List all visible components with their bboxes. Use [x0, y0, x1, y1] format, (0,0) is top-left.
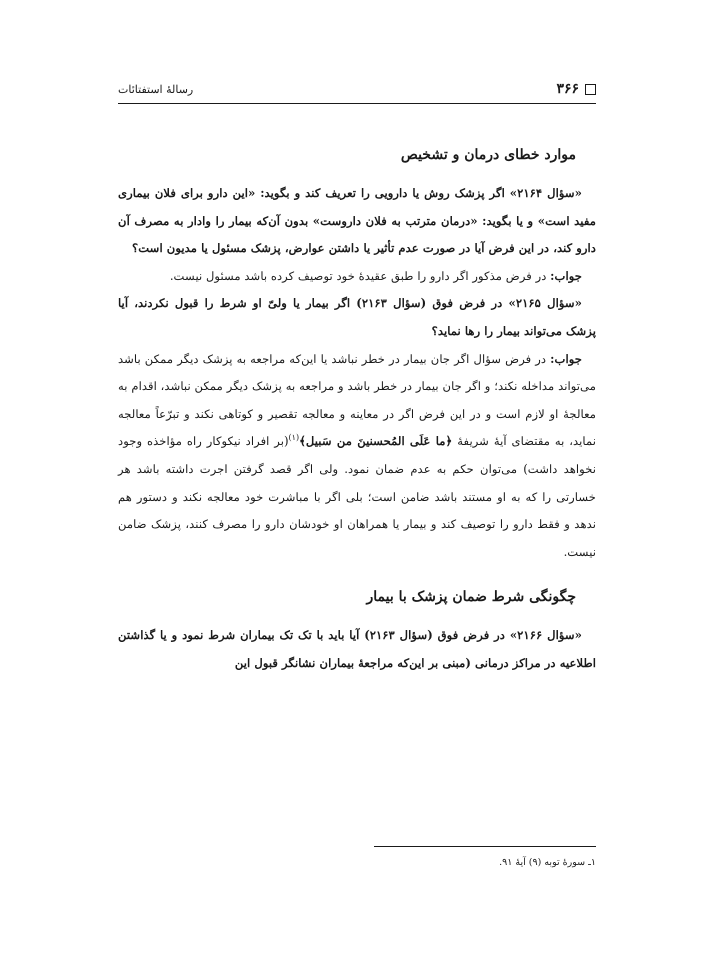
- question-paragraph: [118, 622, 596, 677]
- question-text: در فرض فوق (سؤال ۲۱۶۳) آیا باید با تک تک بیماران شرط نمود و یا گذاشتن اطلاعیه در مراکز درمانی (مبنی بر این‌که مراجعۀ بیماران نشانگر قبول این: [118, 628, 596, 670]
- header-divider: [118, 103, 596, 104]
- question-text: در فرض فوق (سؤال ۲۱۶۳) اگر بیمار یا ولیّ او شرط را قبول نکردند، آیا پزشک می‌تواند بیمار را رها نماید؟: [118, 296, 596, 338]
- running-title: رسالۀ استفتائات: [118, 82, 194, 96]
- answer-text: در فرض سؤال اگر جان بیمار در خطر نباشد یا این‌که مراجعه به پزشک دیگر ممکن باشد می‌تواند مداخله نکند؛ و اگر جان بیمار در خطر باشد و مراجعه به پزشک دیگر ممکن نباشد، اقدام به معالجۀ او لازم است و در این فرض اگر در معاینه و معالجه تقصیر و کوتاهی نکند و تبرّعاً معالجه نماید، به مقتضای آیۀ شریفۀ: [118, 351, 596, 449]
- footnote: ۱ـ سورۀ توبه (۹) آیۀ ۹۱.: [499, 857, 596, 868]
- section-heading: موارد خطای درمان و تشخیص: [400, 147, 576, 163]
- section-spacer: [118, 566, 596, 582]
- question-number: «سؤال ۲۱۶۵»: [508, 296, 582, 311]
- question-paragraph: [118, 290, 596, 345]
- question-number: «سؤال ۲۱۶۶»: [509, 628, 582, 643]
- footnote-divider: [374, 846, 596, 847]
- page-number-block: [556, 81, 596, 97]
- question-number: «سؤال ۲۱۶۴»: [509, 186, 582, 200]
- section-heading: چگونگی شرط ضمان پزشک با بیمار: [366, 589, 576, 606]
- answer-text-continued: (بر افراد نیکوکار راه مؤاخذه وجود نخواهد داشت) می‌توان حکم به عدم ضمان نمود. ولی اگر قصد گرفتن اجرت داشته باشد هر خسارتی را که به او مستند باشد ضامن است؛ بلی اگر با مباشرت خود معالجه نکند و دستور هم ندهد و فقط دارو را توصیف کند و بیمار یا همراهان او خودشان دارو را مصرف کنند، پزشک ضامن نیست.: [118, 434, 596, 559]
- footnote-reference[interactable]: (۱): [288, 433, 300, 443]
- question-paragraph: [118, 180, 596, 263]
- question-text: اگر پزشک روش یا دارویی را تعریف کند و بگوید: «این دارو برای فلان بیماری مفید است» و یا بگوید: «درمان مترتب به فلان داروست» بدون آن‌که بیمار را وادار به مصرف آن دارو کند، در این فرض آیا در صورت عدم تأثیر یا داشتن عوارض، پزشک مسئول یا مدیون است؟: [118, 186, 596, 256]
- square-bullet-icon: [585, 84, 596, 95]
- page-header: [118, 78, 596, 100]
- answer-label: جواب:: [550, 268, 582, 283]
- page-number: ۳۶۶: [556, 81, 579, 97]
- answer-text: در فرض مذکور اگر دارو را طبق عقیدۀ خود توصیف کرده باشد مسئول نیست.: [169, 268, 551, 283]
- answer-label: جواب:: [550, 351, 582, 366]
- answer-paragraph: [118, 346, 596, 567]
- answer-paragraph: [118, 263, 596, 291]
- quran-verse: ﴿ما عَلَی المُحسنینَ من سَبیل﴾: [299, 434, 453, 449]
- page-body: [118, 140, 596, 678]
